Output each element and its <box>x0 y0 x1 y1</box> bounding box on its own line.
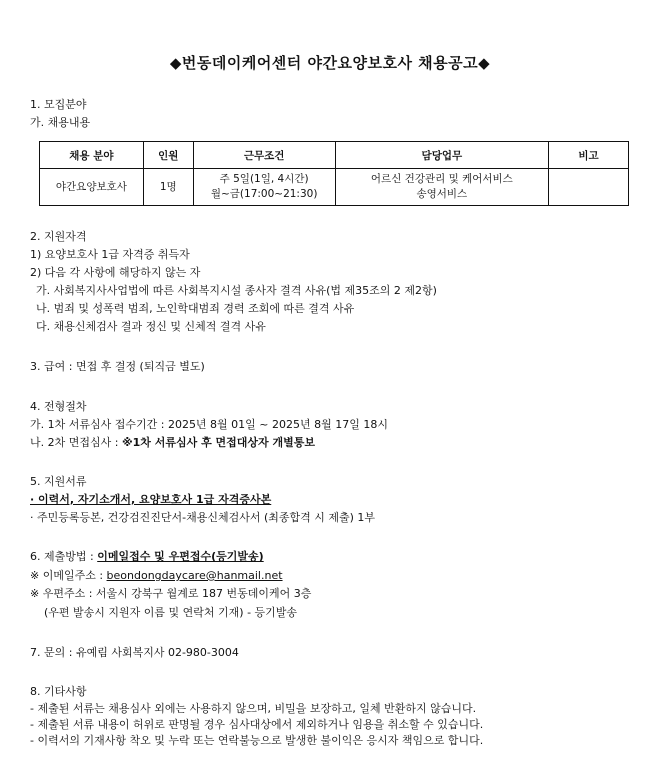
section-5-heading: 5. 지원서류 <box>30 475 87 488</box>
section-1-sub: 가. 채용내용 <box>30 116 91 129</box>
table-cell-field: 야간요양보호사 <box>40 169 144 206</box>
condition-line: 월~금(17:00~21:30) <box>210 188 318 200</box>
salary-line: 3. 급여 : 면접 후 결정 (퇴직금 별도) <box>30 360 205 373</box>
section-4-heading: 4. 전형절차 <box>30 400 87 413</box>
table-cell-note <box>549 169 629 206</box>
job-table <box>39 141 629 206</box>
document-line: · 이력서, 자기소개서, 요양보호사 1급 자격증사본 <box>30 493 272 506</box>
email-line <box>30 569 283 583</box>
qualification-line: 2) 다음 각 사항에 해당하지 않는 자 <box>30 266 201 279</box>
table-cell-conditions <box>193 169 335 206</box>
qualification-line: 가. 사회복지사사업법에 따른 사회복지시설 종사자 결격 사유(법 제35조의 2 제2항) <box>36 284 437 297</box>
table-cell-duties <box>335 169 549 206</box>
table-header-row <box>40 142 629 169</box>
notice-line: - 제출된 서류는 채용심사 외에는 사용하지 않으며, 비밀을 보장하고, 일체 반환하지 않습니다. <box>30 702 477 715</box>
section-2-heading: 2. 지원자격 <box>30 230 87 243</box>
contact-line: 7. 문의 : 유예림 사회복지사 02-980-3004 <box>30 646 239 659</box>
email-link[interactable]: beondongdaycare@hanmail.net <box>106 569 283 582</box>
table-header: 비고 <box>549 142 629 169</box>
table-header: 담당업무 <box>335 142 549 169</box>
procedure-prefix: 나. 2차 면접심사 : <box>30 436 122 449</box>
submit-method: 이메일접수 및 우편접수(등기발송) <box>97 550 264 563</box>
procedure-line: 가. 1차 서류심사 접수기간 : 2025년 8월 01일 ~ 2025년 8월 17일 18시 <box>30 418 388 431</box>
document-line: · 주민등록등본, 건강검진진단서-채용신체검사서 (최종합격 시 제출) 1부 <box>30 511 376 524</box>
table-header: 근무조건 <box>193 142 335 169</box>
table-header: 채용 분야 <box>40 142 144 169</box>
section-1-heading: 1. 모집분야 <box>30 98 87 111</box>
table-header: 인원 <box>143 142 193 169</box>
qualification-line: 나. 범죄 및 성폭력 범죄, 노인학대범죄 경력 조회에 따른 결격 사유 <box>36 302 355 315</box>
section-6-heading <box>30 550 264 564</box>
procedure-notice: ※1차 서류심사 후 면접대상자 개별통보 <box>121 436 316 449</box>
table-cell-count: 1명 <box>143 169 193 206</box>
email-label: ※ 이메일주소 : <box>30 569 107 582</box>
qualification-line: 다. 채용신체검사 결과 정신 및 신체적 결격 사유 <box>36 320 266 333</box>
notice-line: - 이력서의 기재사항 착오 및 누락 또는 연락불능으로 발생한 불이익은 응시자 책임으로 합니다. <box>30 734 484 747</box>
submit-prefix: 6. 제출방법 : <box>30 550 98 563</box>
procedure-line <box>30 436 315 450</box>
condition-line: 주 5일(1일, 4시간) <box>219 173 309 185</box>
duty-line: 송영서비스 <box>416 188 468 200</box>
duty-line: 어르신 건강관리 및 케어서비스 <box>370 173 513 185</box>
table-row <box>40 169 629 206</box>
section-8-heading: 8. 기타사항 <box>30 685 87 698</box>
post-address: ※ 우편주소 : 서울시 강북구 월계로 187 번동데이케어 3층 <box>30 587 312 600</box>
page-title: ◆번동데이케어센터 야간요양보호사 채용공고◆ <box>169 54 491 72</box>
post-note: (우편 발송시 지원자 이름 및 연락처 기재) - 등기발송 <box>44 606 298 619</box>
qualification-line: 1) 요양보호사 1급 자격증 취득자 <box>30 248 190 261</box>
notice-line: - 제출된 서류 내용이 허위로 판명될 경우 심사대상에서 제외하거나 임용을 취소할 수 있습니다. <box>30 718 484 731</box>
